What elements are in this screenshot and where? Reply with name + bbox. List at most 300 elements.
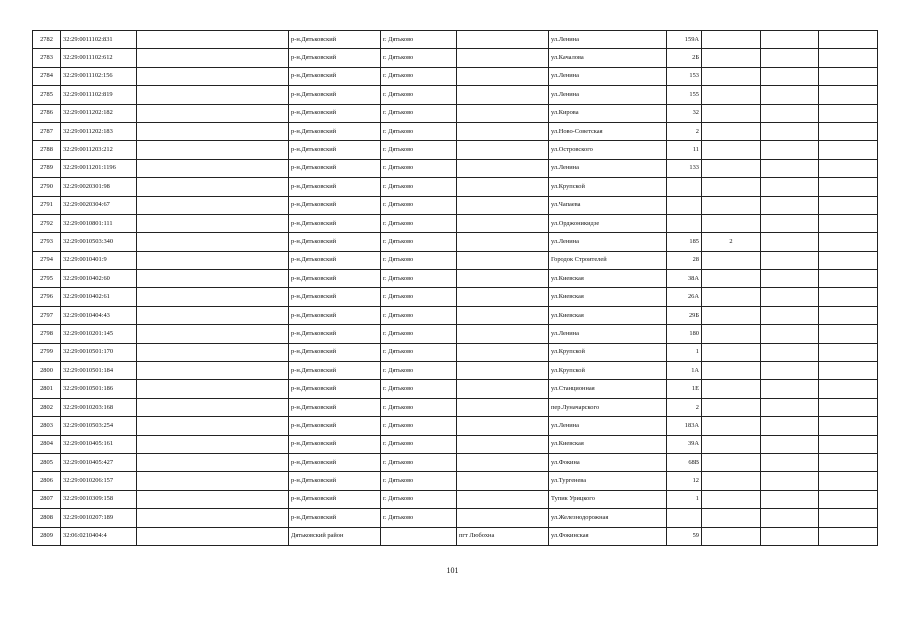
- cadastral-number-cell: 32:29:0010801:111: [61, 214, 137, 232]
- city-cell: г. Дятьково: [381, 362, 457, 380]
- house-cell: 2Б: [667, 49, 702, 67]
- house-cell: 155: [667, 86, 702, 104]
- blank-cell: [137, 453, 289, 471]
- city-cell: г. Дятьково: [381, 472, 457, 490]
- registry-table-body: [33, 31, 878, 546]
- table-row: [33, 270, 878, 288]
- district-cell: р-н.Дятьковский: [289, 196, 381, 214]
- row-number-cell: 2801: [33, 380, 61, 398]
- street-cell: ул.Киевская: [549, 435, 667, 453]
- blank-cell: [137, 196, 289, 214]
- settlement-cell: [457, 343, 549, 361]
- building-cell: [702, 86, 761, 104]
- street-cell: ул.Станционная: [549, 380, 667, 398]
- row-number-cell: 2787: [33, 122, 61, 140]
- city-cell: г. Дятьково: [381, 306, 457, 324]
- table-row: [33, 435, 878, 453]
- extra-2-cell: [819, 214, 878, 232]
- blank-cell: [137, 141, 289, 159]
- city-cell: г. Дятьково: [381, 435, 457, 453]
- building-cell: [702, 527, 761, 545]
- extra-2-cell: [819, 453, 878, 471]
- extra-2-cell: [819, 86, 878, 104]
- building-cell: [702, 214, 761, 232]
- blank-cell: [137, 398, 289, 416]
- table-row: [33, 490, 878, 508]
- extra-2-cell: [819, 270, 878, 288]
- extra-2-cell: [819, 362, 878, 380]
- blank-cell: [137, 31, 289, 49]
- street-cell: ул.Киевская: [549, 270, 667, 288]
- cadastral-number-cell: 32:06:0210404:4: [61, 527, 137, 545]
- house-cell: 1: [667, 490, 702, 508]
- settlement-cell: [457, 398, 549, 416]
- blank-cell: [137, 214, 289, 232]
- city-cell: г. Дятьково: [381, 398, 457, 416]
- row-number-cell: 2794: [33, 251, 61, 269]
- table-row: [33, 417, 878, 435]
- table-row: [33, 159, 878, 177]
- house-cell: 133: [667, 159, 702, 177]
- table-row: [33, 380, 878, 398]
- settlement-cell: [457, 490, 549, 508]
- extra-1-cell: [761, 398, 819, 416]
- district-cell: р-н.Дятьковский: [289, 270, 381, 288]
- row-number-cell: 2793: [33, 233, 61, 251]
- row-number-cell: 2785: [33, 86, 61, 104]
- extra-2-cell: [819, 251, 878, 269]
- row-number-cell: 2790: [33, 178, 61, 196]
- extra-2-cell: [819, 178, 878, 196]
- settlement-cell: [457, 453, 549, 471]
- settlement-cell: [457, 196, 549, 214]
- district-cell: р-н.Дятьковский: [289, 453, 381, 471]
- blank-cell: [137, 178, 289, 196]
- house-cell: 2: [667, 122, 702, 140]
- table-row: [33, 509, 878, 527]
- district-cell: р-н.Дятьковский: [289, 435, 381, 453]
- cadastral-number-cell: 32:29:0010405:427: [61, 453, 137, 471]
- building-cell: [702, 325, 761, 343]
- district-cell: р-н.Дятьковский: [289, 398, 381, 416]
- extra-1-cell: [761, 288, 819, 306]
- city-cell: г. Дятьково: [381, 453, 457, 471]
- house-cell: 12: [667, 472, 702, 490]
- cadastral-number-cell: 32:29:0011201:1196: [61, 159, 137, 177]
- extra-1-cell: [761, 453, 819, 471]
- street-cell: ул.Киевская: [549, 306, 667, 324]
- house-cell: 153: [667, 67, 702, 85]
- district-cell: р-н.Дятьковский: [289, 67, 381, 85]
- building-cell: [702, 67, 761, 85]
- district-cell: р-н.Дятьковский: [289, 31, 381, 49]
- cadastral-number-cell: 32:29:0010207:189: [61, 509, 137, 527]
- table-row: [33, 251, 878, 269]
- extra-1-cell: [761, 527, 819, 545]
- row-number-cell: 2804: [33, 435, 61, 453]
- table-row: [33, 306, 878, 324]
- table-row: [33, 214, 878, 232]
- house-cell: 180: [667, 325, 702, 343]
- settlement-cell: [457, 325, 549, 343]
- cadastral-number-cell: 32:29:0010501:184: [61, 362, 137, 380]
- cadastral-number-cell: 32:29:0010503:340: [61, 233, 137, 251]
- extra-1-cell: [761, 417, 819, 435]
- city-cell: г. Дятьково: [381, 270, 457, 288]
- city-cell: г. Дятьково: [381, 67, 457, 85]
- city-cell: г. Дятьково: [381, 233, 457, 251]
- house-cell: 11: [667, 141, 702, 159]
- house-cell: 39А: [667, 435, 702, 453]
- row-number-cell: 2797: [33, 306, 61, 324]
- district-cell: р-н.Дятьковский: [289, 380, 381, 398]
- street-cell: ул.Ленина: [549, 159, 667, 177]
- street-cell: ул.Качалова: [549, 49, 667, 67]
- building-cell: [702, 178, 761, 196]
- blank-cell: [137, 306, 289, 324]
- table-row: [33, 288, 878, 306]
- extra-1-cell: [761, 159, 819, 177]
- house-cell: 1Е: [667, 380, 702, 398]
- district-cell: р-н.Дятьковский: [289, 178, 381, 196]
- city-cell: г. Дятьково: [381, 49, 457, 67]
- extra-1-cell: [761, 251, 819, 269]
- cadastral-number-cell: 32:29:0020304:67: [61, 196, 137, 214]
- district-cell: р-н.Дятьковский: [289, 306, 381, 324]
- blank-cell: [137, 362, 289, 380]
- street-cell: ул.Крупской: [549, 362, 667, 380]
- building-cell: 2: [702, 233, 761, 251]
- table-row: [33, 325, 878, 343]
- extra-1-cell: [761, 196, 819, 214]
- street-cell: Тупик Урицкого: [549, 490, 667, 508]
- blank-cell: [137, 527, 289, 545]
- street-cell: ул.Ленина: [549, 325, 667, 343]
- district-cell: р-н.Дятьковский: [289, 49, 381, 67]
- district-cell: р-н.Дятьковский: [289, 472, 381, 490]
- city-cell: г. Дятьково: [381, 509, 457, 527]
- city-cell: [381, 527, 457, 545]
- district-cell: р-н.Дятьковский: [289, 509, 381, 527]
- row-number-cell: 2799: [33, 343, 61, 361]
- row-number-cell: 2789: [33, 159, 61, 177]
- table-row: [33, 104, 878, 122]
- building-cell: [702, 49, 761, 67]
- row-number-cell: 2807: [33, 490, 61, 508]
- street-cell: ул.Ново-Советская: [549, 122, 667, 140]
- building-cell: [702, 122, 761, 140]
- extra-1-cell: [761, 233, 819, 251]
- house-cell: 29Б: [667, 306, 702, 324]
- row-number-cell: 2791: [33, 196, 61, 214]
- cadastral-number-cell: 32:29:0010405:161: [61, 435, 137, 453]
- cadastral-number-cell: 32:29:0011102:819: [61, 86, 137, 104]
- row-number-cell: 2795: [33, 270, 61, 288]
- city-cell: г. Дятьково: [381, 490, 457, 508]
- extra-1-cell: [761, 270, 819, 288]
- house-cell: 59: [667, 527, 702, 545]
- district-cell: р-н.Дятьковский: [289, 141, 381, 159]
- building-cell: [702, 453, 761, 471]
- city-cell: г. Дятьково: [381, 122, 457, 140]
- district-cell: р-н.Дятьковский: [289, 86, 381, 104]
- row-number-cell: 2788: [33, 141, 61, 159]
- house-cell: 38А: [667, 270, 702, 288]
- cadastral-number-cell: 32:29:0010402:61: [61, 288, 137, 306]
- cadastral-number-cell: 32:29:0010401:9: [61, 251, 137, 269]
- district-cell: р-н.Дятьковский: [289, 104, 381, 122]
- extra-2-cell: [819, 343, 878, 361]
- settlement-cell: [457, 251, 549, 269]
- building-cell: [702, 417, 761, 435]
- street-cell: ул.Фокинская: [549, 527, 667, 545]
- row-number-cell: 2808: [33, 509, 61, 527]
- blank-cell: [137, 251, 289, 269]
- blank-cell: [137, 472, 289, 490]
- district-cell: р-н.Дятьковский: [289, 214, 381, 232]
- city-cell: г. Дятьково: [381, 31, 457, 49]
- district-cell: р-н.Дятьковский: [289, 343, 381, 361]
- table-row: [33, 178, 878, 196]
- street-cell: ул.Островского: [549, 141, 667, 159]
- extra-2-cell: [819, 306, 878, 324]
- extra-2-cell: [819, 380, 878, 398]
- settlement-cell: [457, 417, 549, 435]
- settlement-cell: [457, 472, 549, 490]
- extra-1-cell: [761, 104, 819, 122]
- district-cell: р-н.Дятьковский: [289, 122, 381, 140]
- blank-cell: [137, 159, 289, 177]
- extra-2-cell: [819, 398, 878, 416]
- street-cell: ул.Ленина: [549, 86, 667, 104]
- district-cell: р-н.Дятьковский: [289, 159, 381, 177]
- extra-2-cell: [819, 31, 878, 49]
- house-cell: 1: [667, 343, 702, 361]
- settlement-cell: [457, 380, 549, 398]
- extra-1-cell: [761, 31, 819, 49]
- table-row: [33, 362, 878, 380]
- district-cell: Дятьковский район: [289, 527, 381, 545]
- building-cell: [702, 343, 761, 361]
- settlement-cell: [457, 270, 549, 288]
- extra-2-cell: [819, 490, 878, 508]
- cadastral-number-cell: 32:29:0020301:98: [61, 178, 137, 196]
- row-number-cell: 2800: [33, 362, 61, 380]
- settlement-cell: [457, 509, 549, 527]
- house-cell: 159А: [667, 31, 702, 49]
- house-cell: 32: [667, 104, 702, 122]
- blank-cell: [137, 343, 289, 361]
- building-cell: [702, 472, 761, 490]
- row-number-cell: 2782: [33, 31, 61, 49]
- cadastral-number-cell: 32:29:0010404:43: [61, 306, 137, 324]
- street-cell: ул.Чапаева: [549, 196, 667, 214]
- extra-2-cell: [819, 417, 878, 435]
- blank-cell: [137, 49, 289, 67]
- building-cell: [702, 31, 761, 49]
- building-cell: [702, 490, 761, 508]
- cadastral-number-cell: 32:29:0010501:170: [61, 343, 137, 361]
- street-cell: ул.Киевская: [549, 288, 667, 306]
- extra-1-cell: [761, 362, 819, 380]
- blank-cell: [137, 270, 289, 288]
- settlement-cell: [457, 104, 549, 122]
- building-cell: [702, 306, 761, 324]
- blank-cell: [137, 104, 289, 122]
- extra-2-cell: [819, 49, 878, 67]
- house-cell: 28: [667, 251, 702, 269]
- settlement-cell: [457, 362, 549, 380]
- extra-2-cell: [819, 288, 878, 306]
- extra-1-cell: [761, 380, 819, 398]
- settlement-cell: [457, 306, 549, 324]
- row-number-cell: 2802: [33, 398, 61, 416]
- extra-1-cell: [761, 490, 819, 508]
- street-cell: ул.Ленина: [549, 233, 667, 251]
- building-cell: [702, 159, 761, 177]
- table-row: [33, 67, 878, 85]
- district-cell: р-н.Дятьковский: [289, 251, 381, 269]
- district-cell: р-н.Дятьковский: [289, 233, 381, 251]
- cadastral-number-cell: 32:29:0011202:182: [61, 104, 137, 122]
- street-cell: ул.Фокина: [549, 453, 667, 471]
- building-cell: [702, 196, 761, 214]
- blank-cell: [137, 67, 289, 85]
- extra-2-cell: [819, 472, 878, 490]
- blank-cell: [137, 509, 289, 527]
- extra-2-cell: [819, 104, 878, 122]
- cadastral-number-cell: 32:29:0011102:831: [61, 31, 137, 49]
- cadastral-number-cell: 32:29:0010501:186: [61, 380, 137, 398]
- row-number-cell: 2784: [33, 67, 61, 85]
- blank-cell: [137, 288, 289, 306]
- street-cell: ул.Тургенева: [549, 472, 667, 490]
- extra-1-cell: [761, 49, 819, 67]
- extra-1-cell: [761, 141, 819, 159]
- city-cell: г. Дятьково: [381, 178, 457, 196]
- house-cell: 183А: [667, 417, 702, 435]
- settlement-cell: [457, 122, 549, 140]
- row-number-cell: 2806: [33, 472, 61, 490]
- blank-cell: [137, 325, 289, 343]
- extra-2-cell: [819, 141, 878, 159]
- building-cell: [702, 362, 761, 380]
- street-cell: ул.Железнодорожная: [549, 509, 667, 527]
- house-cell: [667, 214, 702, 232]
- extra-2-cell: [819, 233, 878, 251]
- house-cell: 68В: [667, 453, 702, 471]
- settlement-cell: [457, 31, 549, 49]
- street-cell: ул.Крупской: [549, 178, 667, 196]
- table-row: [33, 141, 878, 159]
- blank-cell: [137, 122, 289, 140]
- building-cell: [702, 270, 761, 288]
- table-row: [33, 398, 878, 416]
- city-cell: г. Дятьково: [381, 159, 457, 177]
- registry-table: [32, 30, 878, 546]
- table-row: [33, 233, 878, 251]
- table-row: [33, 196, 878, 214]
- row-number-cell: 2792: [33, 214, 61, 232]
- street-cell: ул.Ленина: [549, 31, 667, 49]
- table-row: [33, 472, 878, 490]
- cadastral-number-cell: 32:29:0011102:612: [61, 49, 137, 67]
- building-cell: [702, 141, 761, 159]
- blank-cell: [137, 490, 289, 508]
- settlement-cell: пгт Любохна: [457, 527, 549, 545]
- city-cell: г. Дятьково: [381, 141, 457, 159]
- page-number: 101: [446, 566, 459, 575]
- cadastral-number-cell: 32:29:0011203:212: [61, 141, 137, 159]
- row-number-cell: 2798: [33, 325, 61, 343]
- building-cell: [702, 288, 761, 306]
- house-cell: 185: [667, 233, 702, 251]
- extra-2-cell: [819, 159, 878, 177]
- district-cell: р-н.Дятьковский: [289, 490, 381, 508]
- building-cell: [702, 251, 761, 269]
- city-cell: г. Дятьково: [381, 288, 457, 306]
- row-number-cell: 2786: [33, 104, 61, 122]
- settlement-cell: [457, 435, 549, 453]
- extra-2-cell: [819, 527, 878, 545]
- cadastral-number-cell: 32:29:0010201:145: [61, 325, 137, 343]
- city-cell: г. Дятьково: [381, 104, 457, 122]
- blank-cell: [137, 233, 289, 251]
- blank-cell: [137, 86, 289, 104]
- extra-1-cell: [761, 509, 819, 527]
- district-cell: р-н.Дятьковский: [289, 325, 381, 343]
- extra-1-cell: [761, 325, 819, 343]
- row-number-cell: 2783: [33, 49, 61, 67]
- street-cell: ул.Кирова: [549, 104, 667, 122]
- house-cell: 1А: [667, 362, 702, 380]
- cadastral-number-cell: 32:29:0011202:183: [61, 122, 137, 140]
- cadastral-number-cell: 32:29:0010206:157: [61, 472, 137, 490]
- extra-1-cell: [761, 214, 819, 232]
- extra-2-cell: [819, 122, 878, 140]
- settlement-cell: [457, 67, 549, 85]
- city-cell: г. Дятьково: [381, 380, 457, 398]
- building-cell: [702, 509, 761, 527]
- street-cell: ул.Ленина: [549, 67, 667, 85]
- settlement-cell: [457, 288, 549, 306]
- house-cell: [667, 509, 702, 527]
- street-cell: ул.Ленина: [549, 417, 667, 435]
- table-row: [33, 49, 878, 67]
- house-cell: [667, 196, 702, 214]
- building-cell: [702, 380, 761, 398]
- settlement-cell: [457, 86, 549, 104]
- table-row: [33, 343, 878, 361]
- building-cell: [702, 104, 761, 122]
- city-cell: г. Дятьково: [381, 196, 457, 214]
- settlement-cell: [457, 178, 549, 196]
- extra-2-cell: [819, 67, 878, 85]
- house-cell: [667, 178, 702, 196]
- house-cell: 2: [667, 398, 702, 416]
- blank-cell: [137, 380, 289, 398]
- city-cell: г. Дятьково: [381, 251, 457, 269]
- cadastral-number-cell: 32:29:0010203:168: [61, 398, 137, 416]
- row-number-cell: 2809: [33, 527, 61, 545]
- street-cell: пер.Луначарского: [549, 398, 667, 416]
- city-cell: г. Дятьково: [381, 86, 457, 104]
- table-row: [33, 122, 878, 140]
- table-row: [33, 86, 878, 104]
- extra-1-cell: [761, 306, 819, 324]
- city-cell: г. Дятьково: [381, 343, 457, 361]
- cadastral-number-cell: 32:29:0011102:156: [61, 67, 137, 85]
